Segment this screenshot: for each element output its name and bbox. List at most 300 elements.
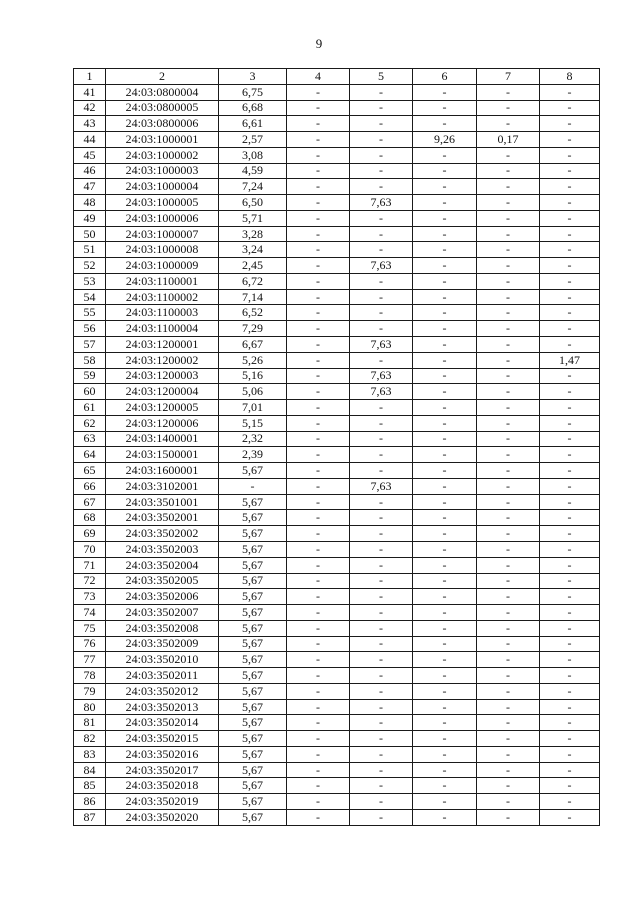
- column-6-cell: -: [413, 557, 477, 573]
- column-6-cell: -: [413, 731, 477, 747]
- column-5-cell: -: [350, 731, 413, 747]
- row-number-cell: 42: [74, 100, 106, 116]
- table-row: [74, 179, 600, 195]
- column-8-cell: -: [540, 478, 600, 494]
- column-5-cell: -: [350, 431, 413, 447]
- table-row: [74, 226, 600, 242]
- column-5-cell: -: [350, 179, 413, 195]
- row-number-cell: 47: [74, 179, 106, 195]
- column-8-cell: -: [540, 289, 600, 305]
- table-row: [74, 620, 600, 636]
- column-3-cell: 5,16: [219, 368, 287, 384]
- table-row: [74, 699, 600, 715]
- column-5-cell: -: [350, 526, 413, 542]
- column-header: 3: [219, 69, 287, 85]
- column-3-cell: 2,45: [219, 258, 287, 274]
- column-4-cell: -: [287, 699, 350, 715]
- column-8-cell: -: [540, 589, 600, 605]
- column-4-cell: -: [287, 100, 350, 116]
- cadastral-code-cell: 24:03:1400001: [106, 431, 219, 447]
- column-6-cell: -: [413, 683, 477, 699]
- column-8-cell: -: [540, 636, 600, 652]
- column-3-cell: 3,28: [219, 226, 287, 242]
- column-4-cell: -: [287, 289, 350, 305]
- cadastral-code-cell: 24:03:1200005: [106, 400, 219, 416]
- column-8-cell: 1,47: [540, 352, 600, 368]
- column-6-cell: -: [413, 463, 477, 479]
- column-8-cell: -: [540, 731, 600, 747]
- column-5-cell: -: [350, 463, 413, 479]
- cadastral-code-cell: 24:03:3502014: [106, 715, 219, 731]
- column-8-cell: -: [540, 305, 600, 321]
- column-7-cell: -: [477, 731, 540, 747]
- column-3-cell: 5,67: [219, 589, 287, 605]
- column-4-cell: -: [287, 683, 350, 699]
- row-number-cell: 51: [74, 242, 106, 258]
- column-7-cell: -: [477, 557, 540, 573]
- column-7-cell: -: [477, 778, 540, 794]
- column-3-cell: 6,50: [219, 195, 287, 211]
- column-5-cell: -: [350, 809, 413, 825]
- column-3-cell: 6,61: [219, 116, 287, 132]
- cadastral-code-cell: 24:03:1200004: [106, 384, 219, 400]
- cadastral-code-cell: 24:03:1000002: [106, 147, 219, 163]
- column-8-cell: -: [540, 447, 600, 463]
- row-number-cell: 48: [74, 195, 106, 211]
- row-number-cell: 82: [74, 731, 106, 747]
- cadastral-code-cell: 24:03:0800006: [106, 116, 219, 132]
- row-number-cell: 55: [74, 305, 106, 321]
- column-3-cell: 5,06: [219, 384, 287, 400]
- table-row: [74, 289, 600, 305]
- column-6-cell: -: [413, 652, 477, 668]
- column-7-cell: -: [477, 415, 540, 431]
- column-7-cell: -: [477, 636, 540, 652]
- column-8-cell: -: [540, 746, 600, 762]
- column-5-cell: -: [350, 132, 413, 148]
- row-number-cell: 61: [74, 400, 106, 416]
- column-7-cell: -: [477, 541, 540, 557]
- column-4-cell: -: [287, 510, 350, 526]
- column-6-cell: -: [413, 431, 477, 447]
- cadastral-code-cell: 24:03:3502002: [106, 526, 219, 542]
- column-5-cell: -: [350, 242, 413, 258]
- column-4-cell: -: [287, 620, 350, 636]
- column-3-cell: 5,71: [219, 210, 287, 226]
- column-6-cell: -: [413, 147, 477, 163]
- column-3-cell: 5,67: [219, 605, 287, 621]
- table-row: [74, 337, 600, 353]
- column-6-cell: -: [413, 305, 477, 321]
- column-4-cell: -: [287, 321, 350, 337]
- column-4-cell: -: [287, 652, 350, 668]
- column-4-cell: -: [287, 384, 350, 400]
- column-5-cell: 7,63: [350, 368, 413, 384]
- row-number-cell: 78: [74, 668, 106, 684]
- column-header: 6: [413, 69, 477, 85]
- column-8-cell: -: [540, 605, 600, 621]
- column-7-cell: -: [477, 746, 540, 762]
- row-number-cell: 45: [74, 147, 106, 163]
- table-row: [74, 163, 600, 179]
- column-3-cell: 6,72: [219, 273, 287, 289]
- column-6-cell: -: [413, 573, 477, 589]
- column-6-cell: -: [413, 400, 477, 416]
- column-3-cell: 5,67: [219, 699, 287, 715]
- column-5-cell: -: [350, 415, 413, 431]
- column-5-cell: -: [350, 715, 413, 731]
- column-8-cell: -: [540, 226, 600, 242]
- column-8-cell: -: [540, 652, 600, 668]
- row-number-cell: 71: [74, 557, 106, 573]
- column-6-cell: -: [413, 746, 477, 762]
- column-7-cell: -: [477, 447, 540, 463]
- column-8-cell: -: [540, 668, 600, 684]
- column-5-cell: -: [350, 557, 413, 573]
- column-3-cell: 6,75: [219, 84, 287, 100]
- column-5-cell: -: [350, 273, 413, 289]
- column-8-cell: -: [540, 132, 600, 148]
- column-3-cell: 3,24: [219, 242, 287, 258]
- column-4-cell: -: [287, 715, 350, 731]
- column-6-cell: -: [413, 337, 477, 353]
- column-7-cell: -: [477, 668, 540, 684]
- row-number-cell: 53: [74, 273, 106, 289]
- column-7-cell: -: [477, 195, 540, 211]
- cadastral-code-cell: 24:03:3502006: [106, 589, 219, 605]
- row-number-cell: 67: [74, 494, 106, 510]
- column-6-cell: -: [413, 242, 477, 258]
- row-number-cell: 83: [74, 746, 106, 762]
- table-row: [74, 210, 600, 226]
- column-3-cell: 5,67: [219, 683, 287, 699]
- column-header: 5: [350, 69, 413, 85]
- column-4-cell: -: [287, 494, 350, 510]
- column-7-cell: -: [477, 605, 540, 621]
- column-6-cell: -: [413, 84, 477, 100]
- column-6-cell: -: [413, 179, 477, 195]
- table-row: [74, 273, 600, 289]
- column-5-cell: -: [350, 305, 413, 321]
- column-5-cell: -: [350, 321, 413, 337]
- column-6-cell: -: [413, 210, 477, 226]
- row-number-cell: 52: [74, 258, 106, 274]
- column-5-cell: -: [350, 84, 413, 100]
- table-row: [74, 132, 600, 148]
- column-5-cell: -: [350, 683, 413, 699]
- column-8-cell: -: [540, 415, 600, 431]
- column-8-cell: -: [540, 368, 600, 384]
- column-3-cell: 5,67: [219, 668, 287, 684]
- column-6-cell: -: [413, 715, 477, 731]
- column-8-cell: -: [540, 179, 600, 195]
- column-3-cell: 7,14: [219, 289, 287, 305]
- column-8-cell: -: [540, 116, 600, 132]
- column-6-cell: -: [413, 605, 477, 621]
- column-4-cell: -: [287, 400, 350, 416]
- column-header: 2: [106, 69, 219, 85]
- column-6-cell: -: [413, 163, 477, 179]
- column-8-cell: -: [540, 526, 600, 542]
- table-row: [74, 415, 600, 431]
- column-8-cell: -: [540, 620, 600, 636]
- cadastral-code-cell: 24:03:1200006: [106, 415, 219, 431]
- column-8-cell: -: [540, 195, 600, 211]
- column-6-cell: -: [413, 794, 477, 810]
- cadastral-code-cell: 24:03:1100004: [106, 321, 219, 337]
- row-number-cell: 63: [74, 431, 106, 447]
- column-8-cell: -: [540, 400, 600, 416]
- table-row: [74, 510, 600, 526]
- column-3-cell: 5,67: [219, 620, 287, 636]
- cadastral-code-cell: 24:03:3502007: [106, 605, 219, 621]
- column-7-cell: -: [477, 699, 540, 715]
- cadastral-code-cell: 24:03:1200003: [106, 368, 219, 384]
- column-5-cell: 7,63: [350, 195, 413, 211]
- table-row: [74, 715, 600, 731]
- column-5-cell: 7,63: [350, 384, 413, 400]
- column-3-cell: 5,67: [219, 746, 287, 762]
- column-7-cell: -: [477, 226, 540, 242]
- column-6-cell: -: [413, 668, 477, 684]
- column-7-cell: -: [477, 352, 540, 368]
- column-8-cell: -: [540, 321, 600, 337]
- column-8-cell: -: [540, 494, 600, 510]
- column-3-cell: 2,32: [219, 431, 287, 447]
- row-number-cell: 58: [74, 352, 106, 368]
- column-8-cell: -: [540, 541, 600, 557]
- column-8-cell: -: [540, 84, 600, 100]
- column-4-cell: -: [287, 258, 350, 274]
- column-8-cell: -: [540, 163, 600, 179]
- cadastral-code-cell: 24:03:0800004: [106, 84, 219, 100]
- column-4-cell: -: [287, 147, 350, 163]
- table-row: [74, 668, 600, 684]
- column-7-cell: -: [477, 573, 540, 589]
- column-8-cell: -: [540, 573, 600, 589]
- table-row: [74, 526, 600, 542]
- row-number-cell: 69: [74, 526, 106, 542]
- column-5-cell: -: [350, 447, 413, 463]
- column-5-cell: -: [350, 163, 413, 179]
- column-8-cell: -: [540, 778, 600, 794]
- cadastral-code-cell: 24:03:1100003: [106, 305, 219, 321]
- table-row: [74, 116, 600, 132]
- column-6-cell: -: [413, 100, 477, 116]
- cadastral-code-cell: 24:03:3502009: [106, 636, 219, 652]
- column-7-cell: -: [477, 400, 540, 416]
- column-7-cell: -: [477, 337, 540, 353]
- row-number-cell: 59: [74, 368, 106, 384]
- column-3-cell: 7,29: [219, 321, 287, 337]
- column-3-cell: 5,67: [219, 526, 287, 542]
- table-row: [74, 447, 600, 463]
- column-7-cell: -: [477, 494, 540, 510]
- column-5-cell: -: [350, 116, 413, 132]
- column-4-cell: -: [287, 794, 350, 810]
- column-7-cell: -: [477, 431, 540, 447]
- column-8-cell: -: [540, 794, 600, 810]
- column-4-cell: -: [287, 368, 350, 384]
- column-5-cell: -: [350, 794, 413, 810]
- cadastral-code-cell: 24:03:3502012: [106, 683, 219, 699]
- column-3-cell: 5,67: [219, 794, 287, 810]
- row-number-cell: 79: [74, 683, 106, 699]
- row-number-cell: 75: [74, 620, 106, 636]
- column-7-cell: -: [477, 589, 540, 605]
- column-5-cell: -: [350, 352, 413, 368]
- row-number-cell: 66: [74, 478, 106, 494]
- row-number-cell: 87: [74, 809, 106, 825]
- column-8-cell: -: [540, 210, 600, 226]
- column-8-cell: -: [540, 147, 600, 163]
- column-4-cell: -: [287, 526, 350, 542]
- column-8-cell: -: [540, 463, 600, 479]
- cadastral-code-cell: 24:03:3502018: [106, 778, 219, 794]
- column-3-cell: 5,26: [219, 352, 287, 368]
- table-row: [74, 731, 600, 747]
- column-8-cell: -: [540, 683, 600, 699]
- column-4-cell: -: [287, 605, 350, 621]
- table-row: [74, 652, 600, 668]
- column-3-cell: 4,59: [219, 163, 287, 179]
- row-number-cell: 60: [74, 384, 106, 400]
- table-row: [74, 605, 600, 621]
- row-number-cell: 41: [74, 84, 106, 100]
- column-5-cell: 7,63: [350, 478, 413, 494]
- column-7-cell: -: [477, 258, 540, 274]
- column-5-cell: -: [350, 226, 413, 242]
- row-number-cell: 46: [74, 163, 106, 179]
- column-header: 4: [287, 69, 350, 85]
- column-4-cell: -: [287, 116, 350, 132]
- column-6-cell: -: [413, 699, 477, 715]
- cadastral-code-cell: 24:03:1000006: [106, 210, 219, 226]
- cadastral-code-cell: 24:03:1100001: [106, 273, 219, 289]
- column-5-cell: -: [350, 652, 413, 668]
- column-3-cell: 5,67: [219, 463, 287, 479]
- column-3-cell: 5,67: [219, 715, 287, 731]
- column-4-cell: -: [287, 195, 350, 211]
- column-7-cell: -: [477, 163, 540, 179]
- column-4-cell: -: [287, 668, 350, 684]
- cadastral-code-cell: 24:03:3502013: [106, 699, 219, 715]
- column-header: 1: [74, 69, 106, 85]
- table-row: [74, 636, 600, 652]
- column-7-cell: -: [477, 321, 540, 337]
- table-row: [74, 84, 600, 100]
- table-row: [74, 147, 600, 163]
- row-number-cell: 80: [74, 699, 106, 715]
- column-4-cell: -: [287, 163, 350, 179]
- column-5-cell: -: [350, 762, 413, 778]
- column-6-cell: -: [413, 415, 477, 431]
- column-3-cell: 5,67: [219, 778, 287, 794]
- row-number-cell: 68: [74, 510, 106, 526]
- column-3-cell: 3,08: [219, 147, 287, 163]
- table-row: [74, 321, 600, 337]
- column-6-cell: 9,26: [413, 132, 477, 148]
- table-row: [74, 100, 600, 116]
- column-6-cell: -: [413, 620, 477, 636]
- column-7-cell: -: [477, 84, 540, 100]
- column-5-cell: -: [350, 210, 413, 226]
- table-row: [74, 478, 600, 494]
- row-number-cell: 86: [74, 794, 106, 810]
- cadastral-code-cell: 24:03:1000008: [106, 242, 219, 258]
- column-5-cell: -: [350, 746, 413, 762]
- column-7-cell: -: [477, 794, 540, 810]
- column-8-cell: -: [540, 809, 600, 825]
- column-4-cell: -: [287, 273, 350, 289]
- column-7-cell: -: [477, 683, 540, 699]
- column-5-cell: -: [350, 699, 413, 715]
- column-8-cell: -: [540, 762, 600, 778]
- column-4-cell: -: [287, 305, 350, 321]
- column-7-cell: -: [477, 273, 540, 289]
- column-3-cell: 5,67: [219, 809, 287, 825]
- column-8-cell: -: [540, 384, 600, 400]
- cadastral-code-cell: 24:03:3501001: [106, 494, 219, 510]
- table-row: [74, 400, 600, 416]
- column-6-cell: -: [413, 321, 477, 337]
- column-3-cell: 5,67: [219, 510, 287, 526]
- cadastral-code-cell: 24:03:1000004: [106, 179, 219, 195]
- table-row: [74, 258, 600, 274]
- column-4-cell: -: [287, 636, 350, 652]
- table-row: [74, 242, 600, 258]
- column-5-cell: -: [350, 541, 413, 557]
- column-5-cell: -: [350, 573, 413, 589]
- column-4-cell: -: [287, 809, 350, 825]
- column-4-cell: -: [287, 242, 350, 258]
- column-3-cell: 5,67: [219, 731, 287, 747]
- column-3-cell: 7,24: [219, 179, 287, 195]
- column-3-cell: 5,67: [219, 541, 287, 557]
- cadastral-code-cell: 24:03:3502020: [106, 809, 219, 825]
- column-4-cell: -: [287, 431, 350, 447]
- table-body: [74, 69, 600, 826]
- column-5-cell: -: [350, 636, 413, 652]
- column-6-cell: -: [413, 116, 477, 132]
- column-4-cell: -: [287, 478, 350, 494]
- table-row: [74, 778, 600, 794]
- row-number-cell: 44: [74, 132, 106, 148]
- column-4-cell: -: [287, 84, 350, 100]
- column-7-cell: -: [477, 116, 540, 132]
- cadastral-code-cell: 24:03:3502003: [106, 541, 219, 557]
- row-number-cell: 43: [74, 116, 106, 132]
- cadastral-code-cell: 24:03:1200001: [106, 337, 219, 353]
- row-number-cell: 73: [74, 589, 106, 605]
- column-7-cell: -: [477, 289, 540, 305]
- table-row: [74, 494, 600, 510]
- column-5-cell: -: [350, 147, 413, 163]
- table-row: [74, 352, 600, 368]
- table-row: [74, 683, 600, 699]
- column-4-cell: -: [287, 447, 350, 463]
- column-5-cell: -: [350, 620, 413, 636]
- column-3-cell: 5,67: [219, 652, 287, 668]
- column-7-cell: -: [477, 242, 540, 258]
- column-8-cell: -: [540, 431, 600, 447]
- column-5-cell: -: [350, 778, 413, 794]
- row-number-cell: 76: [74, 636, 106, 652]
- column-5-cell: -: [350, 605, 413, 621]
- column-7-cell: -: [477, 510, 540, 526]
- column-7-cell: -: [477, 305, 540, 321]
- table-row: [74, 794, 600, 810]
